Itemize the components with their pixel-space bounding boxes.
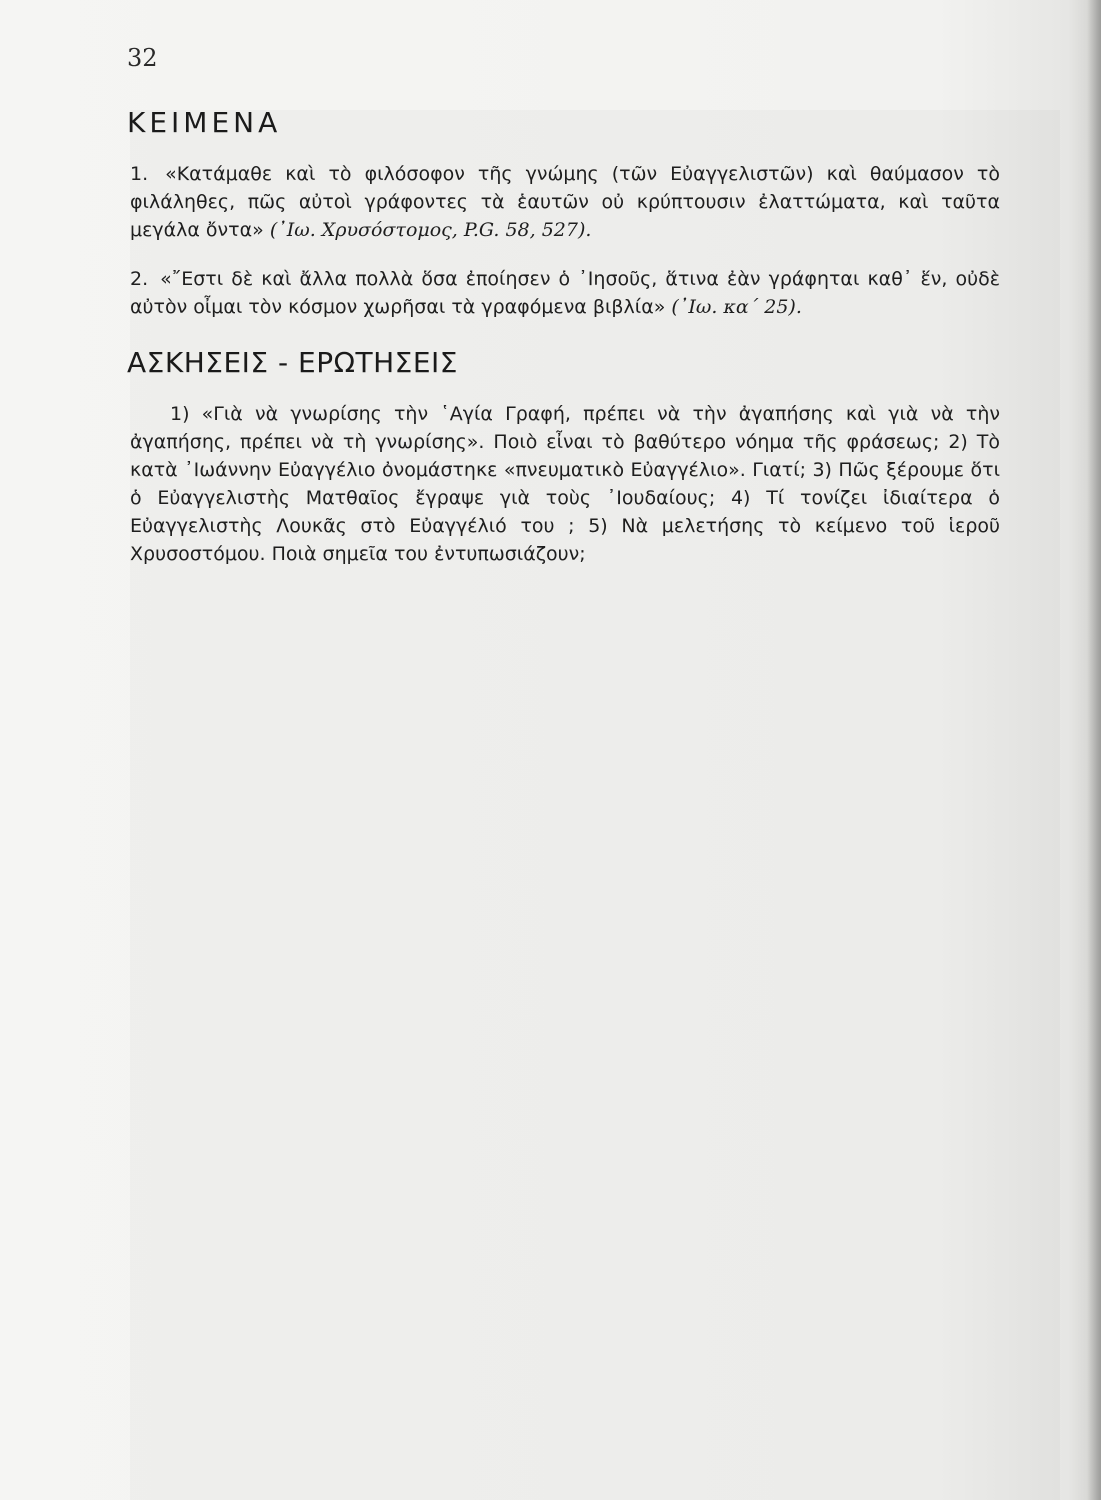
text-item-1 bbox=[130, 160, 1000, 244]
text-item-citation: (᾿Ιω. κα´ 25). bbox=[671, 296, 802, 318]
binding-shadow bbox=[1087, 0, 1101, 1500]
questions-text: 1) «Γιὰ νὰ γνωρίσης τὴν ῾Αγία Γραφή, πρέπει νὰ τὴν ἀγαπήσης καὶ γιὰ νὰ τὴν ἀγαπήσης, πρέπει νὰ τὴ γνωρίσης». Ποιὸ εἶναι τὸ βαθύτερο νόημα τῆς φράσεως; 2) Τὸ κατὰ ᾿Ιωάννην Εὐαγγέλιο ὀνομάστηκε «πνευματικὸ Εὐαγγέλιο». Γιατί; 3) Πῶς ξέρουμε ὅτι ὁ Εὐαγγελιστὴς Ματθαῖος ἔγραψε γιὰ τοὺς ᾿Ιουδαίους; 4) Τί τονίζει ἰδιαίτερα ὁ Εὐαγγελιστὴς Λουκᾶς στὸ Εὐαγγέλιό του ; 5) Νὰ μελετήσης τὸ κείμενο τοῦ ἱεροῦ Χρυσοστόμου. Ποιὰ σημεῖα του ἐντυπωσιάζουν; bbox=[130, 403, 1000, 565]
text-item-marker: 1. bbox=[130, 163, 149, 185]
page-number: 32 bbox=[127, 44, 158, 72]
texts-heading: ΚΕΙΜΕΝΑ bbox=[127, 106, 282, 139]
text-item-body: «῎Εστι δὲ καὶ ἄλλα πολλὰ ὅσα ἐποίησεν ὁ ᾿Ιησοῦς, ἅτινα ἐὰν γράφηται καθ᾿ ἕν, οὐδὲ αὐτὸν οἶμαι τὸν κόσμον χωρῆσαι τὰ γραφόμενα βιβλία» bbox=[130, 268, 1001, 318]
text-item-2 bbox=[130, 265, 1000, 321]
text-item-body: «Κατάμαθε καὶ τὸ φιλόσοφον τῆς γνώμης (τῶν Εὐαγγελιστῶν) καὶ θαύμασον τὸ φιλάληθες, πῶς αὐτοὶ γράφοντες τὰ ἑαυτῶν οὐ κρύπτουσιν ἐλαττώματα, καὶ ταῦτα μεγάλα ὄντα» bbox=[130, 163, 1001, 241]
exercises-heading: ΑΣΚΗΣΕΙΣ - ΕΡΩΤΗΣΕΙΣ bbox=[127, 346, 458, 379]
text-item-marker: 2. bbox=[130, 268, 149, 290]
text-item-citation: (᾿Ιω. Χρυσόστομος, P.G. 58, 527). bbox=[269, 219, 592, 241]
questions-paragraph bbox=[130, 400, 1000, 568]
